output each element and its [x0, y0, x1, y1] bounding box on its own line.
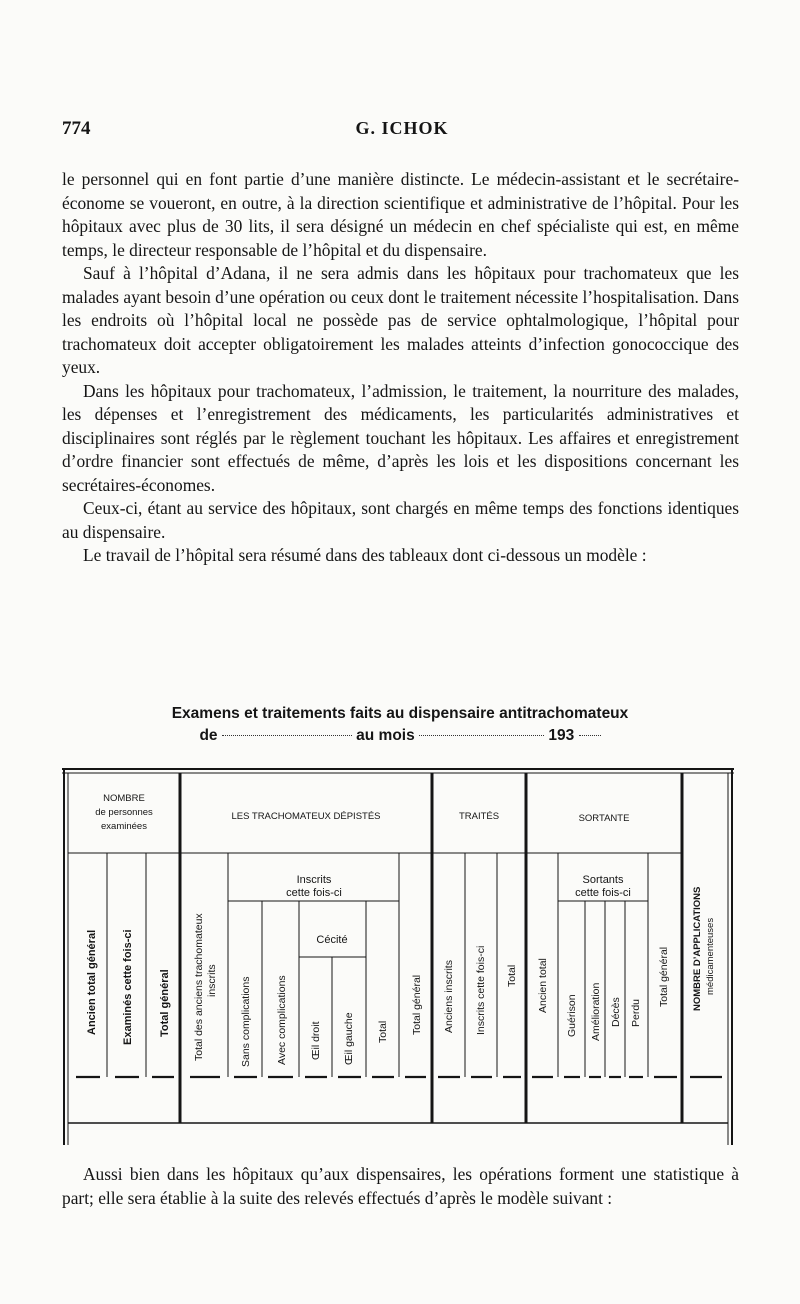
col-amelioration: Amélioration: [590, 982, 602, 1041]
col-perdu: Perdu: [630, 998, 642, 1027]
col-avec-complications: Avec complications: [276, 975, 288, 1065]
statistics-table-svg: [62, 765, 734, 1145]
col-total-anciens-line1: Total des anciens trachomateux: [193, 913, 205, 1061]
subgroup-inscrits-line2: cette fois-ci: [286, 887, 342, 899]
col-guerison: Guérison: [566, 994, 578, 1037]
group-depistes: LES TRACHOMATEUX DÉPISTÉS: [231, 811, 381, 822]
col-applications-line2: médicamenteuses: [705, 917, 716, 995]
col-total-cecite: Total: [377, 1020, 389, 1043]
col-total-traites: Total: [506, 964, 518, 987]
subgroup-sortants-line1: Sortants: [582, 874, 624, 886]
caption-year: 193: [548, 727, 575, 744]
col-ancien-total-general: Ancien total général: [86, 929, 98, 1035]
subgroup-inscrits-line1: Inscrits: [296, 874, 332, 886]
page-header: [62, 118, 742, 148]
group-traites: TRAITÉS: [458, 811, 500, 822]
paragraph-3: Dans les hôpitaux pour trachomateux, l’admission, le traitement, la nourriture des malades, les dépenses et l’enregistrement des médicaments, les particularités administratives et disciplinaires sont réglés par le règlement touchant les hôpitaux. Les affaires et enregistrement d’ordre financier sont effectués de même, d’après les lois et les dispositions concernant les secrétaires-économes.: [62, 380, 739, 495]
group-sortante: SORTANTE: [578, 813, 630, 824]
col-sans-complications: Sans complications: [240, 976, 252, 1067]
body-text: [62, 168, 739, 568]
page-number: 774: [62, 118, 91, 139]
col-applications-line1: NOMBRE D’APPLICATIONS: [692, 886, 703, 1011]
col-inscrits-cette-fois: Inscrits cette fois-ci: [475, 945, 487, 1035]
caption-title: Examens et traitements faits au dispensaire antitrachomateux: [171, 705, 629, 722]
col-oeil-droit: Œil droit: [310, 1021, 322, 1060]
paragraph-after: Aussi bien dans les hôpitaux qu’aux dispensaires, les opérations forment une statistique à part; elle sera établie à la suite des relevés effectués d’après le modèle suivant :: [62, 1164, 739, 1208]
col-total-general-3: Total général: [658, 946, 670, 1007]
statistics-table: [62, 765, 734, 1145]
group-personnes-line3: examinées: [101, 821, 147, 832]
col-anciens-inscrits: Anciens inscrits: [443, 960, 455, 1033]
group-personnes-line2: de personnes: [95, 807, 153, 818]
table-caption: [60, 703, 740, 747]
after-table-text: [62, 1163, 739, 1210]
paragraph-1: le personnel qui en font partie d’une manière distincte. Le médecin-assistant et le secrétaire-économe se voueront, en outre, à la direction scientifique et administrative de l’hôpital. Pour les hôpitaux avec plus de 30 lits, il sera désigné un médecin en chef spécialiste qui est, en même temps, le directeur responsable de l’hôpital et du dispensaire.: [62, 169, 739, 260]
col-deces: Décès: [610, 997, 622, 1027]
caption-de: de: [199, 727, 218, 744]
paragraph-4: Ceux-ci, étant au service des hôpitaux, sont chargés en même temps des fonctions identiques au dispensaire.: [62, 498, 739, 542]
caption-au-mois: au mois: [356, 727, 415, 744]
paragraph-2: Sauf à l’hôpital d’Adana, il ne sera admis dans les hôpitaux pour trachomateux que les malades ayant besoin d’une opération ou ceux dont le traitement nécessite l’hospitalisation. Dans les endroits où l’hôpital local ne possède pas de service ophtalmologique, l’hôpital pour trachomateux doit accepter obligatoirement les malades atteints d’infection gonococcique des yeux.: [62, 263, 739, 377]
col-examines-cette-fois: Examinés cette fois-ci: [122, 929, 134, 1045]
col-total-anciens-line2: inscrits: [206, 964, 218, 997]
col-ancien-total: Ancien total: [537, 958, 549, 1013]
col-total-general-1: Total général: [159, 969, 171, 1037]
col-total-general-2: Total général: [411, 974, 423, 1035]
paragraph-5: Le travail de l’hôpital sera résumé dans des tableaux dont ci-dessous un modèle :: [83, 545, 647, 565]
subgroup-sortants-line2: cette fois-ci: [575, 887, 631, 899]
caption-date-line: [60, 725, 740, 747]
subgroup-cecite: Cécité: [316, 934, 348, 946]
group-personnes-line1: NOMBRE: [103, 793, 145, 804]
running-title: G. ICHOK: [355, 118, 449, 138]
col-oeil-gauche: Œil gauche: [343, 1012, 355, 1065]
